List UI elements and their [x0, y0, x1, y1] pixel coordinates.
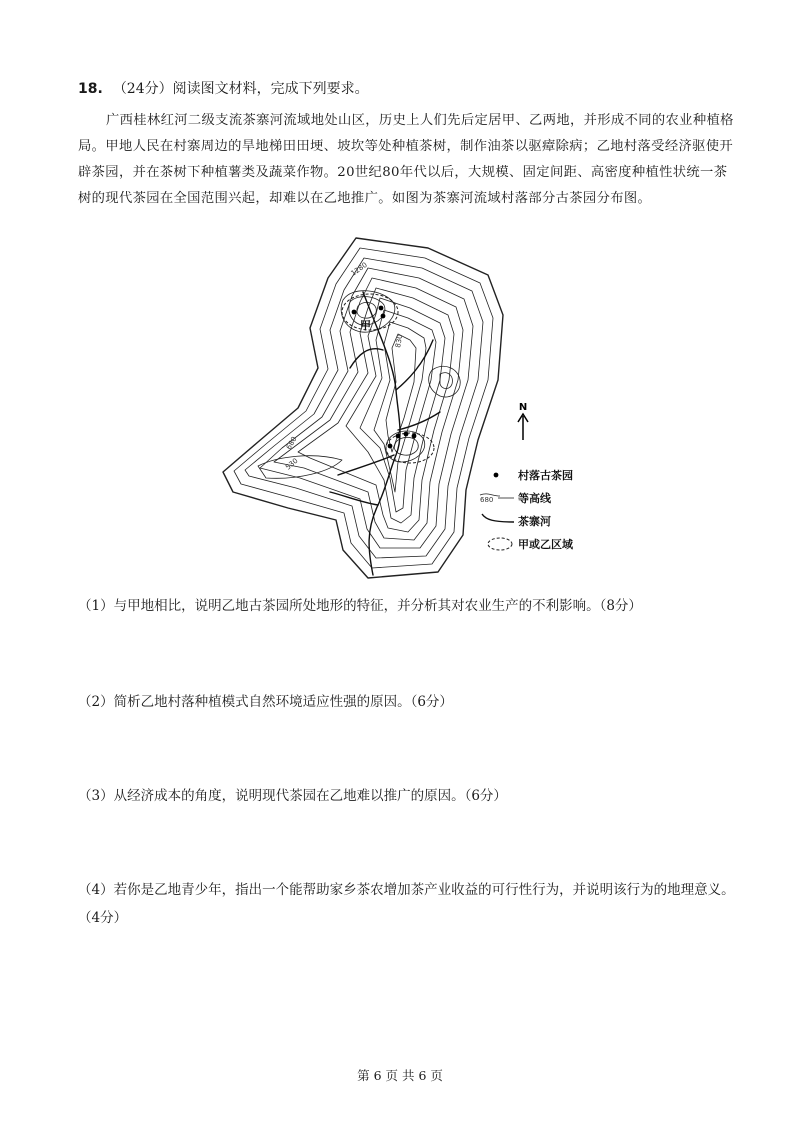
passage-text: 广西桂林红河二级支流茶寨河流域地处山区，历史上人们先后定居甲、乙两地，并形成不同的农业种植格局。甲地人民在村寨周边的旱地梯田田埂、坡坎等处种植茶树，制作油茶以驱瘴除病；乙地村落受经济驱使开辟茶园，并在茶树下种植薯类及蔬菜作物。20世纪80年代以后，大规模、固定间距、高密度种植性状统一茶树的现代茶园在全国范围兴起，却难以在乙地推广。如图为茶寨河流域村落部分古茶园分布图。	[78, 113, 734, 206]
tea-garden-dot	[404, 432, 409, 437]
basin-outline	[223, 238, 503, 578]
tea-garden-dot	[381, 314, 386, 319]
legend-river-symbol	[482, 514, 514, 522]
question-instruction: 阅读图文材料，完成下列要求。	[172, 81, 369, 97]
sub-question-3: （3）从经济成本的角度，说明现代茶园在乙地难以推广的原因。（6分）	[78, 788, 507, 804]
area-jia-label: 甲	[360, 319, 371, 332]
sub-question-2: （2）简析乙地村落种植模式自然环境适应性强的原因。（6分）	[78, 694, 453, 710]
question-header	[78, 78, 369, 98]
legend-label-garden: 村落古茶园	[518, 469, 573, 482]
legend-label-contour: 等高线	[518, 492, 551, 505]
legend-label-river: 茶寨河	[518, 515, 551, 528]
contour-label-680: 680	[284, 435, 299, 451]
north-label: N	[518, 402, 528, 413]
contour-label-830: 830	[394, 333, 405, 349]
contour-label-530: 530	[284, 456, 300, 472]
tea-garden-dot	[396, 434, 401, 439]
legend-label-area: 甲或乙区域	[518, 538, 573, 551]
tea-garden-dot	[388, 444, 393, 449]
map-legend	[480, 468, 574, 551]
contour-label-1280: 1280	[349, 260, 369, 278]
contour-map	[218, 230, 618, 580]
legend-ellipse-symbol	[488, 538, 512, 550]
question-score: （24分）	[112, 81, 173, 97]
legend-contour-value: 680	[480, 496, 494, 504]
north-arrow	[518, 402, 528, 440]
sub-question-4: （4）若你是乙地青少年，指出一个能帮助家乡茶农增加茶产业收益的可行性行为，并说明该行为的地理意义。（4分）	[78, 882, 735, 926]
tea-garden-dot	[352, 310, 357, 315]
tea-garden-dot	[412, 434, 417, 439]
tea-garden-dot	[379, 306, 384, 311]
page-footer: 第 6 页 共 6 页	[357, 1068, 443, 1083]
legend-dot-symbol	[494, 473, 499, 478]
question-number: 18.	[78, 81, 103, 97]
sub-question-1: （1）与甲地相比，说明乙地古茶园所处地形的特征，并分析其对农业生产的不利影响。（8分）	[78, 598, 642, 614]
